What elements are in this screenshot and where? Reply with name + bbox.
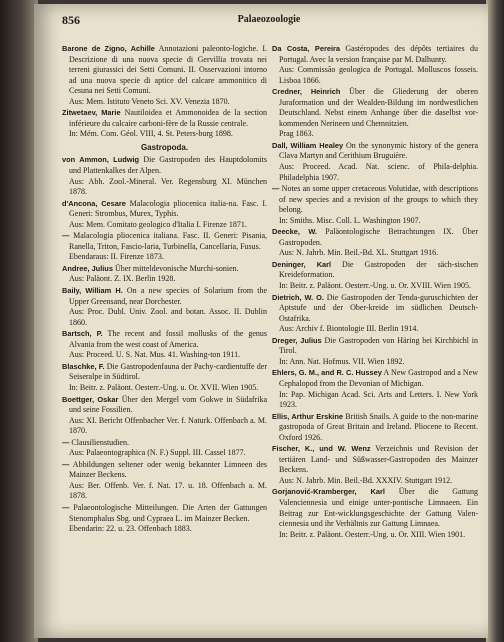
bibliography-entry bbox=[272, 336, 478, 368]
bibliography-entry bbox=[62, 44, 267, 107]
entry-author: Blaschke, F. bbox=[62, 361, 105, 371]
bibliography-entry bbox=[272, 227, 478, 259]
bibliography-entry bbox=[62, 460, 267, 502]
entry-title: Gastéropodes des dépôts tertiaires du Portugal. Avec la version française par M. Dalhunty. bbox=[279, 44, 478, 64]
entry-author: Andree, Julius bbox=[62, 263, 113, 273]
entry-author: Barone de Zigno, Achille bbox=[62, 44, 155, 53]
bibliography-entry bbox=[62, 329, 267, 361]
entry-title: Abbildungen seltener oder wenig bekannter Limneen des Mainzer Beckens. bbox=[69, 459, 267, 480]
bibliography-entry bbox=[272, 368, 478, 410]
entry-title: Notes an some upper cretaceous Volutidae, with descriptions of new species and a revision of the groups to which they belong. bbox=[279, 184, 478, 215]
entry-title: On the synonymic history of the genera Clava Martyn and Cerithium Bruguière. bbox=[279, 140, 478, 161]
bibliography-entry bbox=[272, 444, 478, 486]
entry-source: Ebendaraus: II. Firenze 1873. bbox=[69, 252, 164, 262]
entry-source: Prag 1863. bbox=[279, 129, 314, 139]
entry-author: Ellis, Arthur Erskine bbox=[272, 411, 343, 421]
entry-author: Dreger, Julius bbox=[272, 335, 322, 345]
entry-title: Nautiloidea et Ammonoidea de la section inférieure du calcaire carboni-fère de la Russie centrale. bbox=[69, 108, 268, 128]
entry-author: — bbox=[62, 502, 70, 512]
bibliography-entry bbox=[62, 199, 267, 231]
entry-title: Palaeontologische Mitteilungen. Die Arten der Gattungen Stenomphalus Sbg. und Cypraea L. im Mainzer Becken. bbox=[69, 502, 267, 523]
bibliography-entry bbox=[62, 108, 267, 140]
section-heading: Gastropoda. bbox=[140, 142, 189, 152]
bibliography-entry bbox=[272, 44, 478, 86]
entry-author: Dall, William Healey bbox=[272, 140, 344, 150]
entry-title: Clausilienstudien. bbox=[69, 437, 129, 447]
entry-author: — bbox=[62, 437, 70, 447]
running-head: Palaeozoologie bbox=[237, 14, 301, 25]
left-column bbox=[62, 44, 267, 536]
entry-source: Aus: Ber. Offenb. Ver. f. Nat. 17. u. 18. Offenbach a. M. 1878. bbox=[69, 480, 267, 501]
entry-source: Aus: XI. Bericht Offenbacher Ver. f. Naturk. Offenbach a. M. 1870. bbox=[69, 415, 267, 436]
entry-title: Annotazioni paleonto-logiche. I. Descrizione di una nuova specie di Gervillia trovata nei terreni giurassici dei Setti Comuni. II. Osservazioni intorno ad una nuova specie di aptice del calcare ammonitico di Cesuna nei Setti Comuni. bbox=[69, 44, 267, 96]
entry-source: Aus: Palaeontographica (N. F.) Suppl. III. Cassel 1877. bbox=[69, 448, 246, 458]
entry-title: Die Gastropoden der säch-sischen Kreideformation. bbox=[279, 259, 479, 280]
entry-source: Aus: Proceed. U. S. Nat. Mus. 41. Washing-ton 1911. bbox=[69, 350, 241, 360]
bibliography-entry bbox=[62, 264, 267, 285]
entry-title: Die Gastropoden des Hauptdolomits und Plattenkalkes der Alpen. bbox=[69, 155, 267, 176]
bibliography-entry bbox=[272, 260, 478, 292]
entry-author: Boettger, Oskar bbox=[62, 394, 119, 404]
entry-author: Gorjanović-Kramberger, Karl bbox=[272, 487, 385, 497]
right-column bbox=[272, 44, 478, 541]
entry-source: In: Mém. Com. Géol. VIII, 4. St. Peters-burg 1898. bbox=[69, 129, 233, 139]
bibliography-entry bbox=[272, 141, 478, 183]
bibliography-entry bbox=[62, 286, 267, 328]
entry-source: In: Beitr. z. Paläont. Oesterr.-Ung. u. Or. XVII. Wien 1905. bbox=[69, 382, 259, 392]
entry-source: Aus: Mem. Comitato geologico d'Italia I. Firenze 1871. bbox=[69, 219, 247, 229]
entry-title: Über die Gliederung der oberen Juraformation und der Wealden-Bildung im nordwestlichen Deutschland. Nebst einem Anhange über die daselbst vor-kommenden Nerineen und Chemnitzien. bbox=[279, 87, 479, 128]
entry-title: Verzeichnis und Revision der tertiären Land- und Süßwasser-Gastropoden des Mainzer Beckens. bbox=[279, 444, 478, 475]
entry-author: Da Costa, Pereira bbox=[272, 44, 340, 53]
entry-author: Bartsch, P. bbox=[62, 329, 103, 339]
entry-source: Aus: Paläont. Z. IX. Berlin 1928. bbox=[69, 274, 176, 284]
bibliography-entry bbox=[272, 184, 478, 226]
entry-author: Zitwetaev, Marie bbox=[62, 108, 121, 118]
entry-author: Dietrich, W. O. bbox=[272, 292, 324, 302]
entry-author: Ehlers, G. M., and R. C. Hussey bbox=[272, 368, 382, 378]
entry-source: In: Smiths. Misc. Coll. L. Washington 1907. bbox=[279, 215, 421, 225]
page-edge bbox=[486, 0, 504, 642]
entry-title: Über den Mergel vom Gokwe in Südafrika und seine Fossilien. bbox=[69, 394, 267, 415]
book-spine-shadow bbox=[0, 0, 38, 642]
entry-author: Deninger, Karl bbox=[272, 259, 332, 269]
entry-source: Aus: Archiv f. Biontologie III. Berlin 1914. bbox=[279, 324, 419, 334]
entry-author: Deecke, W. bbox=[272, 227, 317, 237]
entry-source: Aus: Commissão geologica de Portugal. Molluscos fosseis. Lisboa 1866. bbox=[279, 65, 478, 85]
bibliography-entry bbox=[62, 231, 267, 263]
entry-title: Malacologia pliocenica italiana. Fasc. II. Generi: Pisania, Ranella, Triton, Fascio-laria, Turbinella, Cancellaria, Fusus. bbox=[69, 231, 267, 251]
page-header bbox=[62, 13, 476, 29]
entry-author: Credner, Heinrich bbox=[272, 87, 341, 97]
entry-author: — bbox=[62, 231, 70, 241]
page-number: 856 bbox=[62, 13, 80, 27]
entry-title: British Snails. A guide to the non-marine gastropoda of Great Britain and Ireland. Pliocene to Recent. Oxford 1926. bbox=[279, 411, 478, 442]
bibliography-entry bbox=[62, 503, 267, 535]
entry-author: — bbox=[272, 184, 280, 194]
entry-author: Fischer, K., und W. Wenz bbox=[272, 444, 371, 454]
bibliography-entry bbox=[62, 395, 267, 437]
entry-source: In: Beitr. z. Paläont. Oesterr.-Ung. u. Or. XIII. Wien 1901. bbox=[279, 529, 466, 539]
bibliography-entry bbox=[62, 438, 267, 459]
entry-source: Aus: Proc. Dubl. Univ. Zool. and botan. Assoc. II. Dublin 1860. bbox=[69, 307, 267, 327]
entry-title: Die Gastropoden von Häring bei Kirchbichl in Tirol. bbox=[279, 335, 478, 356]
bibliography-entry bbox=[62, 362, 267, 394]
bibliography-entry bbox=[62, 155, 267, 197]
bibliography-entry bbox=[272, 293, 478, 335]
entry-title: Die Gastropoden der Tenda-guruschichten der Aptstufe und der Ober-kreide im südlichen Deutsch-Ostafrika. bbox=[279, 292, 478, 323]
entry-author: d'Ancona, Cesare bbox=[62, 198, 126, 208]
bibliography-entry bbox=[272, 87, 478, 140]
entry-title: The recent and fossil mollusks of the genus Alvania from the west coast of America. bbox=[69, 329, 268, 349]
entry-source: Aus: Proceed. Acad. Nat. scienc. of Phila-delphia. Philadelphia 1907. bbox=[279, 162, 478, 182]
entry-source: In: Pap. Michigan Acad. Sci. Arts and Letters. I. New York 1923. bbox=[279, 389, 478, 410]
entry-title: On a new species of Solarium from the Upper Greensand, near Dorchester. bbox=[69, 286, 267, 306]
entry-source: Aus: Abh. Zool.-Mineral. Ver. Regensburg XI. München 1878. bbox=[69, 176, 267, 197]
entry-title: Über mitteldevonische Murchi-sonien. bbox=[112, 263, 239, 273]
book-page bbox=[34, 4, 488, 638]
entry-source: Aus: N. Jahrb. Min. Beil.-Bd. XXXIV. Stuttgart 1912. bbox=[279, 475, 453, 485]
entry-title: A New Gastropod and a New Cephalopod from the Devonian of Michigan. bbox=[279, 368, 478, 388]
entry-source: Aus: N. Jahrb. Min. Beil.-Bd. XL. Stuttgart 1916. bbox=[279, 248, 439, 258]
entry-source: Ebendarin: 22. u. 23. Offenbach 1883. bbox=[69, 524, 192, 534]
entry-title: Malacologia pliocenica italia-na. Fasc. I. Generi: Strombus, Murex, Typhis. bbox=[69, 198, 268, 219]
bibliography-entry bbox=[272, 487, 478, 540]
entry-source: In: Ann. Nat. Hofmus. VII. Wien 1892. bbox=[279, 356, 405, 366]
bibliography-entry bbox=[272, 412, 478, 444]
entry-title: Die Gastropodenfauna der Pachy-cardientuffe der Seiseralpe in Südtirol. bbox=[69, 361, 268, 382]
entry-source: Aus: Mem. Istituto Veneto Sci. XV. Venezia 1870. bbox=[69, 96, 230, 106]
entry-title: Über die Gattung Valenciennesia und einige unter-pontische Limnaeen. Ein Beitrag zur Ent-wicklungsgeschichte der Gattung Valen-ciennesia und ihr Verhältnis zur Gattung Limnaea. bbox=[279, 487, 478, 529]
entry-author: von Ammon, Ludwig bbox=[62, 155, 140, 165]
entry-author: Baily, William H. bbox=[62, 286, 123, 296]
entry-source: In: Beitr. z. Paläont. Oesterr.-Ung. u. Or. XVIII. Wien 1905. bbox=[279, 281, 471, 291]
entry-title: Paläontologische Betrachtungen IX. Über Gastropoden. bbox=[279, 227, 478, 247]
entry-author: — bbox=[62, 459, 70, 469]
